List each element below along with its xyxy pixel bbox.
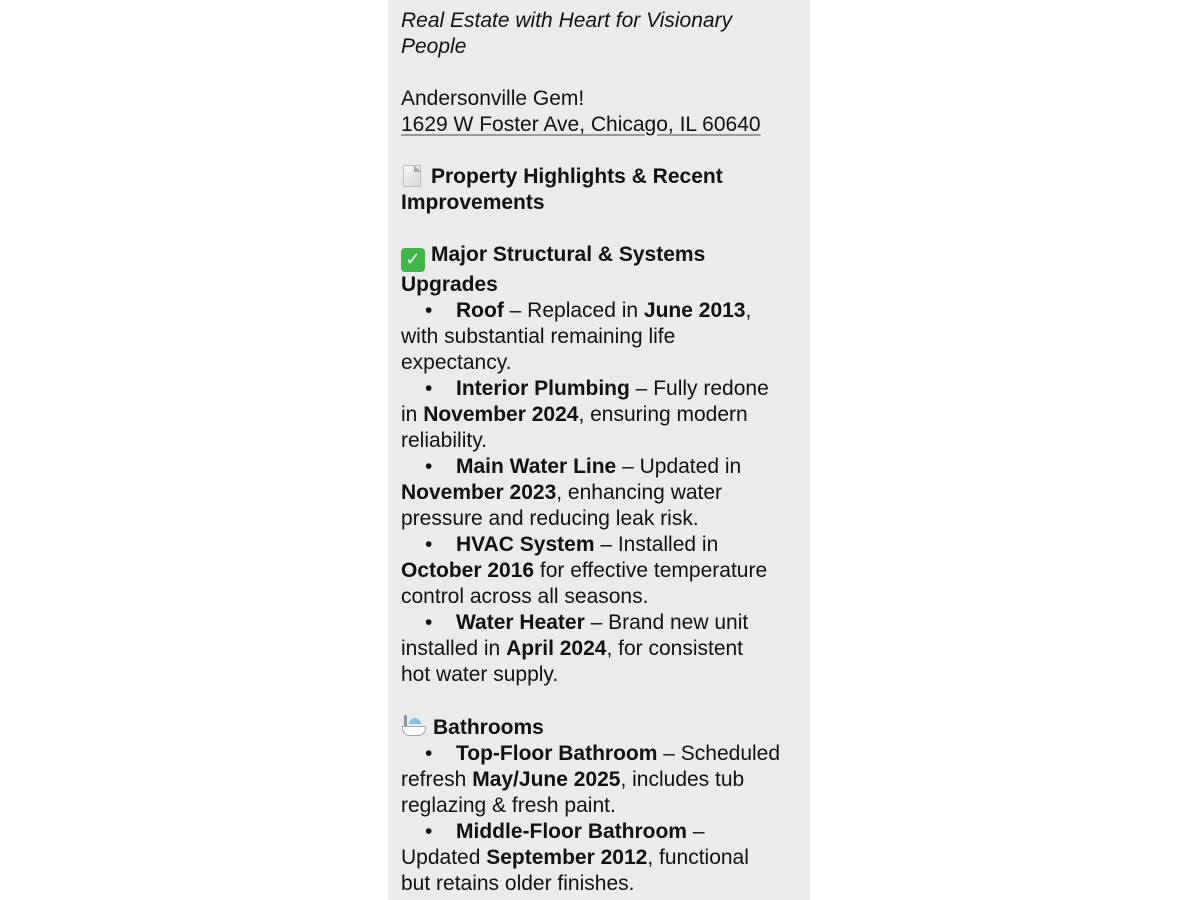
address-link[interactable]: 1629 W Foster Ave, Chicago, IL 60640 (401, 113, 761, 136)
list-item-hvac-system: • HVAC System – Installed in October 2016 for effective temperature control across all seasons. (401, 533, 768, 608)
green-check-icon: ✓ (401, 248, 425, 272)
item-label: Top-Floor Bathroom (456, 742, 658, 765)
highlights-heading: Property Highlights & Recent (401, 164, 798, 190)
spacer (401, 688, 798, 714)
item-label: Roof (456, 299, 504, 322)
page-facing-icon (403, 165, 421, 187)
listing-title: Andersonville Gem! (401, 87, 585, 110)
list-item-roof: • Roof – Replaced in June 2013, with substantial remaining life expectancy. (401, 299, 752, 374)
tagline-line-1: Real Estate with Heart for Visionary (401, 9, 733, 32)
item-label: Main Water Line (456, 455, 617, 478)
spacer (401, 216, 798, 242)
list-item-interior-plumbing: • Interior Plumbing – Fully redone in November 2024, ensuring modern reliability. (401, 377, 769, 452)
bullet: • (425, 611, 433, 634)
bathtub-icon (401, 714, 427, 738)
structural-heading-line-2: Upgrades (401, 273, 498, 296)
list-item-water-heater: • Water Heater – Brand new unit installed in April 2024, for consistent hot water supply. (401, 611, 749, 686)
highlights-heading-line-2: Improvements (401, 191, 545, 214)
list-item-middle-floor-bathroom: • Middle-Floor Bathroom – Updated September 2012, functional but retains older finishes. (401, 820, 749, 895)
list-item-main-water-line: • Main Water Line – Updated in November 2023, enhancing water pressure and reducing leak risk. (401, 455, 742, 530)
tagline-line-2: People (401, 35, 467, 58)
item-label: Interior Plumbing (456, 377, 630, 400)
spacer (401, 138, 798, 164)
item-label: HVAC System (456, 533, 595, 556)
bathrooms-heading: Bathrooms (401, 714, 798, 741)
bullet: • (425, 820, 433, 843)
bullet: • (425, 742, 433, 765)
document-body (388, 0, 810, 900)
spacer (401, 60, 798, 86)
bullet: • (425, 455, 433, 478)
bullet: • (425, 377, 433, 400)
bullet: • (425, 299, 433, 322)
item-label: Middle-Floor Bathroom (456, 820, 687, 843)
list-item-top-floor-bathroom: • Top-Floor Bathroom – Scheduled refresh May/June 2025, includes tub reglazing & fresh paint. (401, 742, 781, 817)
bullet: • (425, 533, 433, 556)
structural-heading: ✓ Major Structural & Systems (401, 242, 798, 272)
item-label: Water Heater (456, 611, 585, 634)
